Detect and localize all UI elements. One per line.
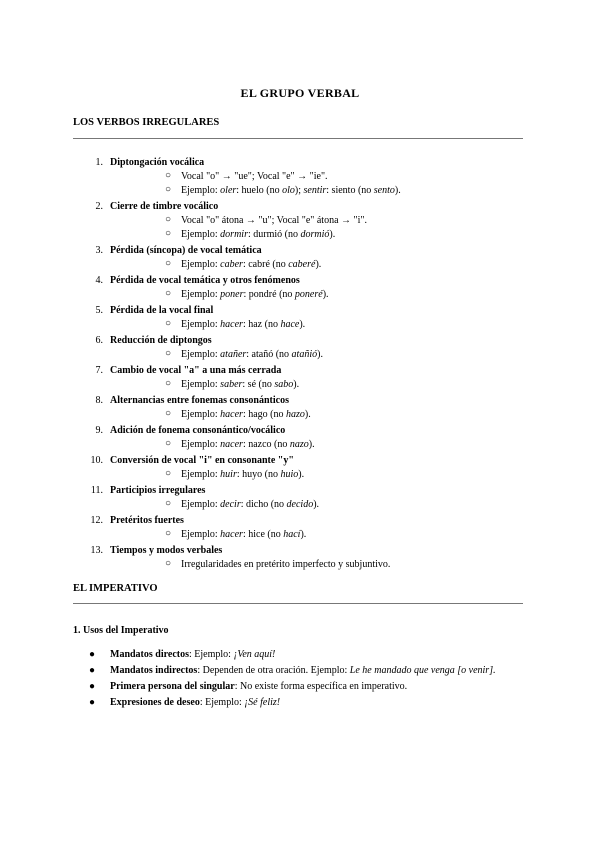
list-item-number: 3.: [95, 245, 103, 256]
circle-bullet-icon: ○: [165, 170, 172, 181]
text-run: ).: [308, 439, 315, 450]
text-run: : atañó (no: [246, 349, 292, 360]
text-run: dormir: [220, 229, 248, 240]
list-item-number: 5.: [95, 305, 103, 316]
text-run: ¡Ven aquí!: [233, 649, 276, 660]
list-item: [73, 200, 533, 241]
text-run: Le he mandado que venga [o venir].: [349, 665, 496, 676]
text-run: nazo: [289, 439, 309, 450]
list-item-number: 4.: [95, 275, 103, 286]
bullet-item: [89, 664, 509, 677]
text-run: ).: [298, 469, 305, 480]
text-run: : durmió (no: [247, 229, 301, 240]
text-run: hacer: [220, 319, 243, 330]
text-run: Expresiones de deseo: [110, 697, 200, 708]
text-run: : hice (no: [242, 529, 284, 540]
divider: [73, 138, 523, 139]
list-item-number: 7.: [95, 365, 103, 376]
imperative-uses-list: [89, 648, 509, 712]
text-run: Ejemplo:: [181, 439, 221, 450]
list-item-number: 2.: [95, 201, 103, 212]
list-item: [73, 394, 533, 421]
list-item-number: 6.: [95, 335, 103, 346]
bullet-item: [89, 648, 509, 661]
text-run: atañer: [220, 349, 247, 360]
text-run: poneré: [294, 289, 323, 300]
list-item-label: Diptongación vocálica: [110, 157, 205, 168]
text-run: dormió: [300, 229, 330, 240]
list-item-number: 1.: [95, 157, 103, 168]
text-run: Irregularidades en pretérito imperfecto y subjuntivo.: [181, 559, 391, 570]
text-run: ).: [304, 409, 311, 420]
list-item-label: Pretéritos fuertes: [110, 515, 184, 526]
text-run: : hago (no: [242, 409, 286, 420]
sub-item: [110, 378, 533, 391]
list-item-label: Pérdida de la vocal final: [110, 305, 214, 316]
text-run: ).: [322, 289, 329, 300]
text-run: hace: [280, 319, 300, 330]
text-run: Ejemplo:: [181, 409, 221, 420]
bullet-item: [89, 696, 509, 709]
list-item: [73, 484, 533, 511]
circle-bullet-icon: ○: [165, 288, 172, 299]
text-run: sabo: [274, 379, 294, 390]
text-run: Ejemplo:: [181, 259, 221, 270]
bullet-icon: ●: [89, 697, 96, 708]
circle-bullet-icon: ○: [165, 228, 172, 239]
text-run: saber: [220, 379, 243, 390]
list-item: [73, 454, 533, 481]
text-run: : cabré (no: [242, 259, 289, 270]
sub-item: [110, 408, 533, 421]
page-title: EL GRUPO VERBAL: [240, 86, 360, 100]
text-run: : sé (no: [242, 379, 275, 390]
list-item: [73, 334, 533, 361]
bullet-icon: ●: [89, 665, 96, 676]
text-run: ).: [329, 229, 336, 240]
text-run: : pondré (no: [243, 289, 295, 300]
text-run: decir: [220, 499, 241, 510]
sub-item: [110, 348, 533, 361]
text-run: poner: [220, 289, 244, 300]
sub-item: [110, 184, 533, 197]
section-heading-irregular-verbs: LOS VERBOS IRREGULARES: [73, 117, 220, 128]
text-run: Vocal "o" átona → "u"; Vocal "e" átona → "i".: [181, 215, 367, 226]
divider: [73, 603, 523, 604]
sub-item: [110, 318, 533, 331]
text-run: atañió: [291, 349, 318, 360]
sub-item: [110, 468, 533, 481]
sub-item: [110, 228, 533, 241]
text-run: Primera persona del singular: [110, 681, 235, 692]
circle-bullet-icon: ○: [165, 498, 172, 509]
text-run: ¡Sé feliz!: [244, 697, 281, 708]
list-item-label: Reducción de diptongos: [110, 335, 212, 346]
sub-item: [110, 528, 533, 541]
text-run: huir: [220, 469, 237, 480]
text-run: Ejemplo:: [181, 379, 221, 390]
sub-item: [110, 214, 533, 227]
list-item-number: 11.: [90, 485, 103, 496]
circle-bullet-icon: ○: [165, 348, 172, 359]
text-run: hací: [283, 529, 301, 540]
text-run: Ejemplo:: [181, 319, 221, 330]
circle-bullet-icon: ○: [165, 258, 172, 269]
sub-item: [110, 438, 533, 451]
text-run: decido: [286, 499, 314, 510]
text-run: hazo: [286, 409, 305, 420]
bullet-icon: ●: [89, 649, 96, 660]
list-item-label: Cierre de timbre vocálico: [110, 201, 219, 212]
list-item-number: 13.: [90, 545, 103, 556]
text-run: Ejemplo:: [181, 229, 221, 240]
list-item: [73, 514, 533, 541]
circle-bullet-icon: ○: [165, 408, 172, 419]
circle-bullet-icon: ○: [165, 468, 172, 479]
text-run: : Ejemplo:: [188, 649, 234, 660]
text-run: : siento (no: [326, 185, 374, 196]
text-run: Ejemplo:: [181, 529, 221, 540]
list-item-number: 12.: [90, 515, 103, 526]
text-run: Vocal "o" → "ue"; Vocal "e" → "ie".: [181, 171, 328, 182]
bullet-item: [89, 680, 509, 693]
text-run: Ejemplo:: [181, 289, 221, 300]
list-item: [73, 244, 533, 271]
list-item-label: Participios irregulares: [110, 485, 206, 496]
list-item-label: Pérdida de vocal temática y otros fenómenos: [110, 275, 300, 286]
text-run: : No existe forma específica en imperativo.: [234, 681, 408, 692]
list-item-number: 10.: [90, 455, 103, 466]
list-item-label: Pérdida (síncopa) de vocal temática: [110, 245, 262, 256]
text-run: : nazco (no: [242, 439, 290, 450]
circle-bullet-icon: ○: [165, 378, 172, 389]
list-item-label: Cambio de vocal "a" a una más cerrada: [110, 365, 282, 376]
text-run: Mandatos indirectos: [110, 665, 198, 676]
text-run: oler: [220, 185, 237, 196]
circle-bullet-icon: ○: [165, 558, 172, 569]
text-run: ).: [313, 499, 320, 510]
circle-bullet-icon: ○: [165, 214, 172, 225]
text-run: Ejemplo:: [181, 499, 221, 510]
text-run: sento: [373, 185, 395, 196]
circle-bullet-icon: ○: [165, 438, 172, 449]
text-run: sentir: [303, 185, 327, 196]
circle-bullet-icon: ○: [165, 184, 172, 195]
list-item: [73, 304, 533, 331]
circle-bullet-icon: ○: [165, 318, 172, 329]
irregular-verbs-list: [73, 156, 533, 571]
text-run: ).: [317, 349, 323, 360]
list-item: [73, 364, 533, 391]
text-run: ).: [293, 379, 300, 390]
text-run: ).: [315, 259, 322, 270]
text-run: caberé: [288, 259, 316, 270]
list-item-label: Conversión de vocal "i" en consonante "y": [110, 455, 294, 466]
subsection-title: 1. Usos del Imperativo: [73, 625, 169, 636]
text-run: hacer: [220, 409, 243, 420]
list-item: [73, 544, 533, 571]
sub-item: [110, 498, 533, 511]
list-item: [73, 156, 533, 197]
sub-item: [110, 170, 533, 183]
text-run: );: [294, 185, 304, 196]
list-item-number: 9.: [95, 425, 103, 436]
list-item-label: Tiempos y modos verbales: [110, 545, 223, 556]
sub-item: [110, 558, 533, 571]
text-run: : Dependen de otra oración. Ejemplo:: [197, 665, 350, 676]
text-run: nacer: [220, 439, 243, 450]
text-run: ).: [394, 185, 401, 196]
text-run: : haz (no: [242, 319, 281, 330]
text-run: Ejemplo:: [181, 469, 221, 480]
section-heading-imperative: EL IMPERATIVO: [73, 583, 158, 594]
text-run: : dicho (no: [240, 499, 287, 510]
circle-bullet-icon: ○: [165, 528, 172, 539]
text-run: : huelo (no: [236, 185, 283, 196]
list-item: [73, 274, 533, 301]
sub-item: [110, 288, 533, 301]
text-run: Mandatos directos: [110, 649, 189, 660]
text-run: ).: [300, 529, 307, 540]
text-run: huio: [280, 469, 299, 480]
sub-item: [110, 258, 533, 271]
text-run: olo: [282, 185, 295, 196]
text-run: ).: [299, 319, 306, 330]
text-run: caber: [220, 259, 243, 270]
text-run: Ejemplo:: [181, 185, 221, 196]
text-run: : huyo (no: [236, 469, 281, 480]
text-run: : Ejemplo:: [199, 697, 245, 708]
list-item-label: Adición de fonema consonántico/vocálico: [110, 425, 286, 436]
list-item-label: Alternancias entre fonemas consonánticos: [110, 395, 289, 406]
list-item: [73, 424, 533, 451]
list-item-number: 8.: [95, 395, 103, 406]
text-run: Ejemplo:: [181, 349, 221, 360]
bullet-icon: ●: [89, 681, 96, 692]
text-run: hacer: [220, 529, 243, 540]
